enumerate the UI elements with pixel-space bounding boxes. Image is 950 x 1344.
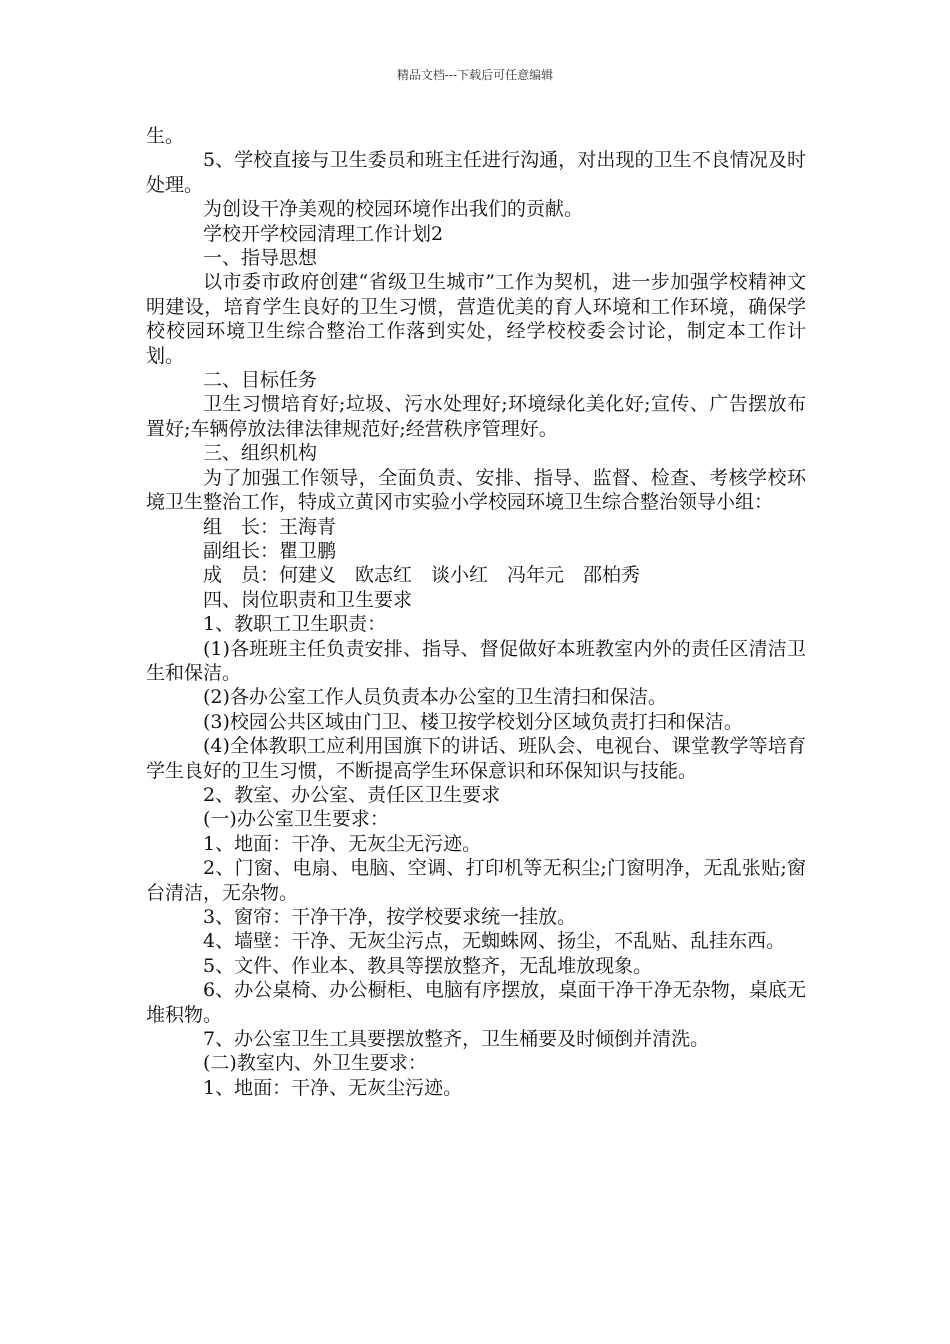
paragraph: 1、地面：干净、无灰尘无污迹。 (203, 832, 482, 855)
paragraph: 以市委市政府创建“省级卫生城市”工作为契机，进一步加强学校精神文明建设，培育学生良好的卫生习惯，营造优美的育人环境和工作环境，确保学校校园环境卫生综合整治工作落到实处，经学校校委会讨论，制定本工作计划。 (146, 271, 806, 367)
paragraph: (2)各办公室工作人员负责本办公室的卫生清扫和保洁。 (203, 686, 667, 709)
paragraph: 2、教室、办公室、责任区卫生要求 (203, 783, 501, 806)
paragraph: 生。 (146, 125, 185, 147)
paragraph: (3)校园公共区域由门卫、楼卫按学校划分区域负责打扫和保洁。 (203, 710, 743, 733)
paragraph: 卫生习惯培育好;垃圾、污水处理好;环境绿化美化好;宣传、广告摆放布置好;车辆停放法律法律规范好;经营秩序管理好。 (146, 393, 806, 440)
paragraph: 2、门窗、电扇、电脑、空调、打印机等无积尘;门窗明净，无乱张贴;窗台清洁，无杂物。 (146, 857, 806, 904)
paragraph: 1、地面：干净、无灰尘污迹。 (203, 1076, 463, 1099)
paragraph: (二)教室内、外卫生要求： (203, 1052, 427, 1075)
paragraph: 组 长：王海青 (203, 515, 337, 538)
paragraph: 副组长：瞿卫鹏 (203, 539, 337, 562)
paragraph: (4)全体教职工应利用国旗下的讲话、班队会、电视台、课堂教学等培育学生良好的卫生习惯，不断提高学生环保意识和环保知识与技能。 (146, 735, 806, 782)
paragraph: 一、指导思想 (203, 247, 318, 270)
page-header: 精品文档---下载后可任意编辑 (396, 68, 554, 82)
paragraph: 成 员：何建义 欧志红 谈小红 冯年元 邵柏秀 (203, 564, 641, 587)
paragraph: 6、办公桌椅、办公橱柜、电脑有序摆放，桌面干净干净无杂物，桌底无堆积物。 (146, 979, 806, 1026)
paragraph: 5、学校直接与卫生委员和班主任进行沟通，对出现的卫生不良情况及时处理。 (146, 149, 806, 196)
paragraph: 为创设干净美观的校园环境作出我们的贡献。 (203, 198, 584, 221)
paragraph: 5、文件、作业本、教具等摆放整齐，无乱堆放现象。 (203, 954, 653, 977)
paragraph: 二、目标任务 (203, 369, 318, 392)
paragraph: (1)各班班主任负责安排、指导、督促做好本班教室内外的责任区清洁卫生和保洁。 (146, 637, 806, 684)
paragraph: 7、办公室卫生工具要摆放整齐，卫生桶要及时倾倒并清洗。 (203, 1028, 710, 1051)
paragraph: 三、组织机构 (203, 442, 318, 465)
paragraph: 为了加强工作领导，全面负责、安排、指导、监督、检查、考核学校环境卫生整治工作，特成立黄冈市实验小学校园环境卫生综合整治领导小组： (146, 466, 806, 514)
paragraph: 1、教职工卫生职责： (203, 613, 387, 636)
document-body (146, 124, 806, 1100)
paragraph: 3、窗帘：干净干净，按学校要求统一挂放。 (203, 906, 577, 928)
paragraph: 学校开学校园清理工作计划2 (203, 222, 444, 245)
paragraph: (一)办公室卫生要求： (203, 808, 389, 831)
paragraph: 四、岗位职责和卫生要求 (203, 588, 413, 611)
paragraph: 4、墙壁：干净、无灰尘污点，无蜘蛛网、扬尘，不乱贴、乱挂东西。 (203, 930, 786, 953)
